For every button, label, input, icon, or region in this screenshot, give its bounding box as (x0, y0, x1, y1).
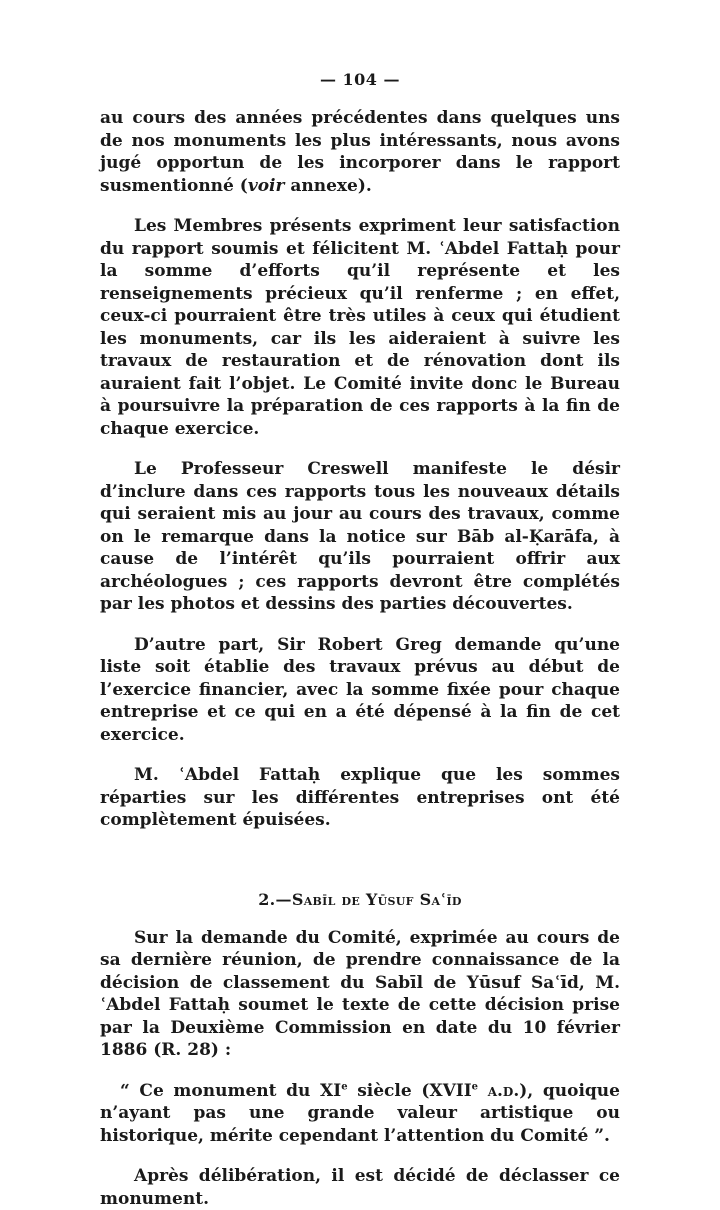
paragraph-members: Les Membres présents expriment leur satisfaction du rapport soumis et félicitent M. ʿAbdel Fattaḥ pour la somme d’efforts qu’il représente et les renseignements précieux qu’il renferme ; en effet, ceux-ci pourraient être très utiles à ceux qui étudient les monuments, car ils les aideraient à suivre les travaux de restauration et de rénovation dont ils auraient fait l’objet. Le Comité invite donc le Bureau à poursuivre la préparation de ces rapports à la fin de chaque exercice. (100, 216, 620, 439)
italic-reference: voir (247, 175, 285, 196)
paragraph-continuation (100, 107, 620, 197)
paragraph-text-end: annexe). (284, 175, 372, 196)
quotation (100, 1080, 620, 1148)
section-number: 2.— (258, 889, 292, 909)
quote-superscript: e (471, 1080, 479, 1092)
paragraph-creswell: Le Professeur Creswell manifeste le désir d’inclure dans ces rapports tous les nouveaux détails qui seraient mis au jour au cours des travaux, comme on le remarque dans la notice sur Bāb al-Ḳarāfa, à cause de l’intérêt qu’ils pourraient offrir aux archéologues ; ces rapports devront être complétés par les photos et dessins des parties découvertes. (100, 459, 620, 614)
section-title: Sabīl de Yūsuf Saʿīd (291, 889, 462, 909)
paragraph-decision: Après délibération, il est décidé de déclasser ce monument. (100, 1166, 620, 1209)
quote-era: a.d. (487, 1080, 520, 1101)
quote-part: ), quoique n’ayant pas une grande valeur artistique ou historique, mérite cependant l’attention du Comité ”. (100, 1080, 620, 1146)
quote-part: siècle (XVII (347, 1080, 472, 1101)
paragraph-text: au cours des années précédentes dans quelques uns de nos monuments les plus intéressants, nous avons jugé opportun de les incorporer dans le rapport susmentionné ( (100, 108, 620, 196)
section-heading (100, 890, 620, 909)
quote-superscript: e (341, 1080, 348, 1092)
quote-part (478, 1081, 488, 1101)
quote-part: “ Ce monument du XI (120, 1080, 342, 1101)
page-number: — 104 — (319, 70, 401, 89)
paragraph-greg: D’autre part, Sir Robert Greg demande qu’une liste soit établie des travaux prévus au début de l’exercice financier, avec la somme fixée pour chaque entreprise et ce qui en a été dépensé à la fin de cet exercice. (100, 634, 620, 745)
document-page (100, 70, 620, 1210)
paragraph-request: Sur la demande du Comité, exprimée au cours de sa dernière réunion, de prendre connaissance de la décision de classement du Sabīl de Yūsuf Saʿīd, M. ʿAbdel Fattaḥ soumet le texte de cette décision prise par la Deuxième Commission en date du 10 février 1886 (R. 28) : (100, 927, 620, 1060)
paragraph-fattah: M. ʿAbdel Fattaḥ explique que les sommes réparties sur les différentes entreprises ont été complètement épuisées. (100, 765, 620, 830)
